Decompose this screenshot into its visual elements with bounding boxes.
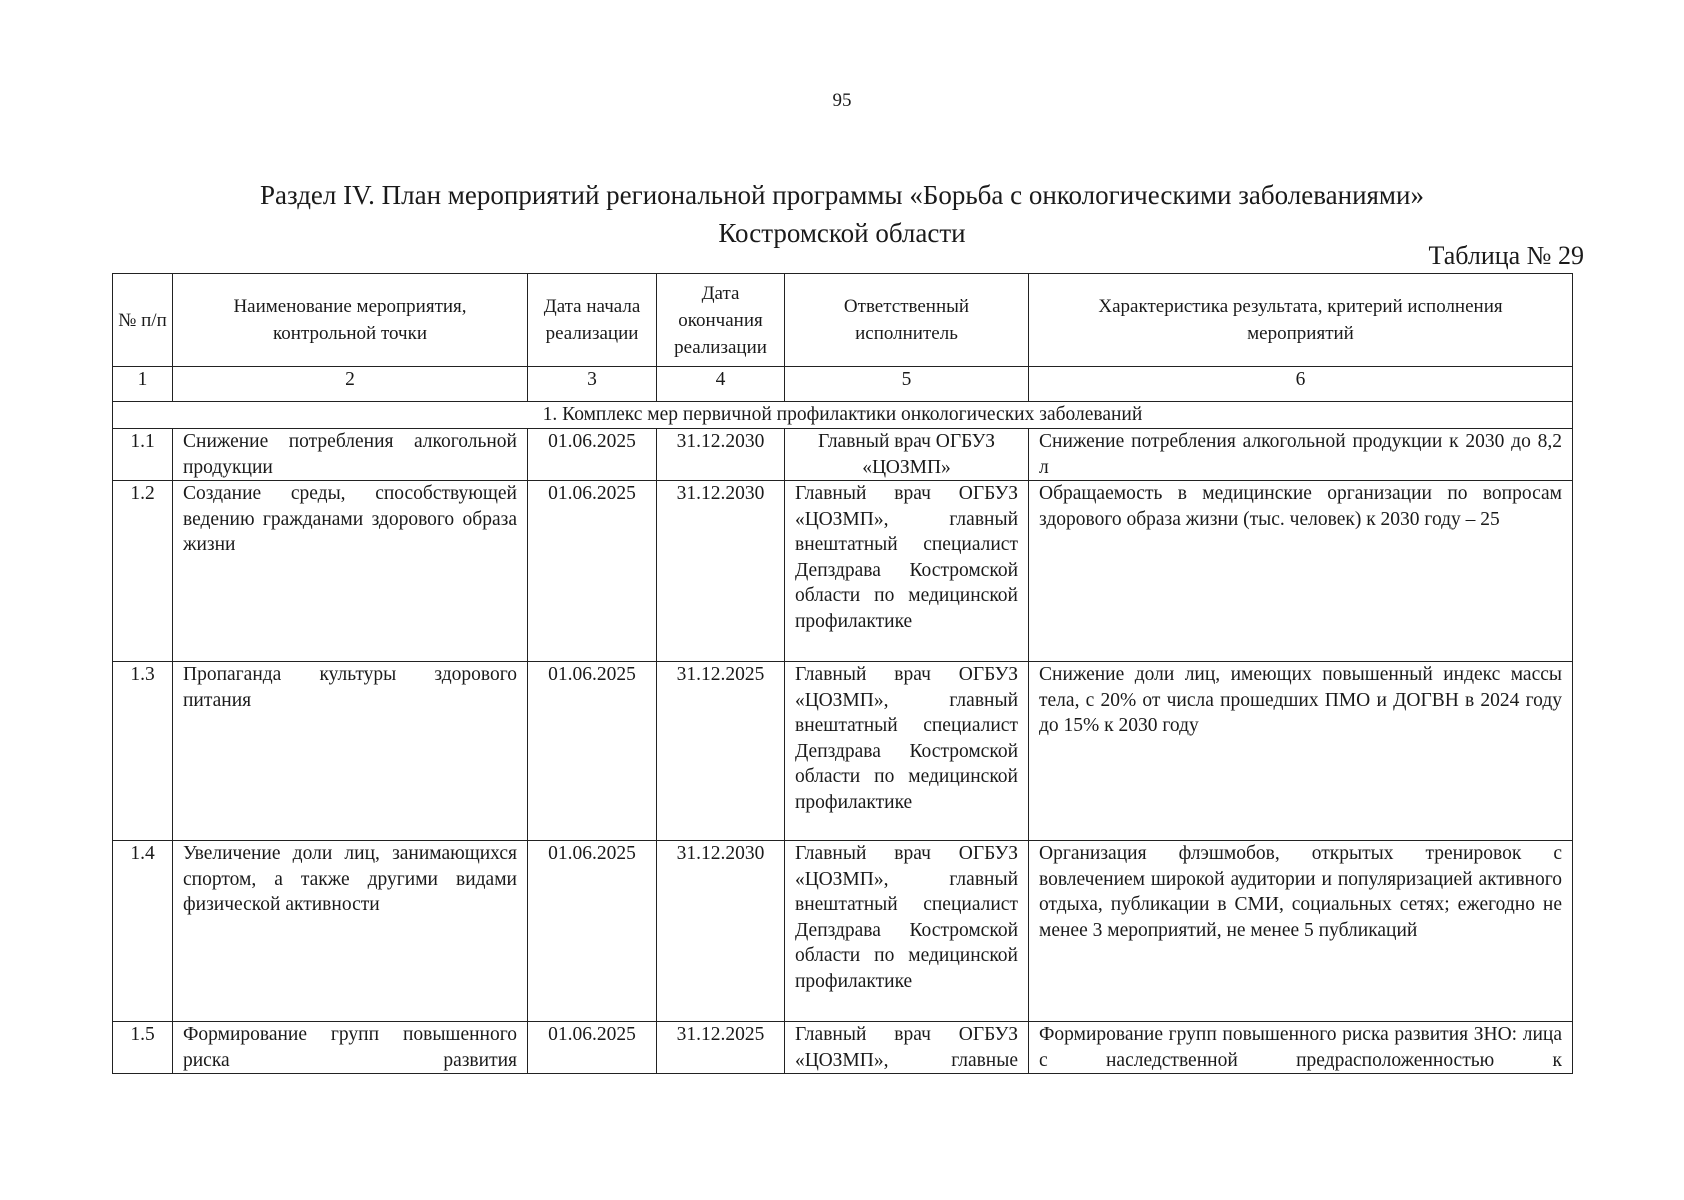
title-line-1: Раздел IV. План мероприятий региональной программы «Борьба с онкологическими заболеваниями» <box>260 180 1424 210</box>
row-end-date: 31.12.2030 <box>657 429 785 481</box>
column-number: 1 <box>113 367 173 402</box>
column-number: 3 <box>528 367 657 402</box>
row-name: Создание среды, способствующей ведению гражданами здорового образа жизни <box>173 481 528 662</box>
row-responsible: Главный врач ОГБУЗ «ЦОЗМП», главный внештатный специалист Депздрава Костромской области по медицинской профилактике <box>785 481 1029 662</box>
header-name: Наименование мероприятия, контрольной точки <box>173 274 528 367</box>
row-num: 1.5 <box>113 1022 173 1074</box>
column-number: 5 <box>785 367 1029 402</box>
title-line-2: Костромской области <box>718 218 966 248</box>
section-row <box>113 402 1573 429</box>
row-end-date: 31.12.2030 <box>657 841 785 1022</box>
column-number: 4 <box>657 367 785 402</box>
table-row <box>113 481 1573 662</box>
row-responsible: Главный врач ОГБУЗ «ЦОЗМП» <box>785 429 1029 481</box>
row-result: Снижение потребления алкогольной продукции к 2030 до 8,2 л <box>1029 429 1573 481</box>
row-name: Снижение потребления алкогольной продукции <box>173 429 528 481</box>
column-numbers-row <box>113 367 1573 402</box>
header-result: Характеристика результата, критерий исполнения мероприятий <box>1029 274 1573 367</box>
row-num: 1.3 <box>113 662 173 841</box>
table-header-row <box>113 274 1573 367</box>
table-row <box>113 1022 1573 1074</box>
row-responsible: Главный врач ОГБУЗ «ЦОЗМП», главный внештатный специалист Депздрава Костромской области по медицинской профилактике <box>785 841 1029 1022</box>
row-num: 1.1 <box>113 429 173 481</box>
row-start-date: 01.06.2025 <box>528 662 657 841</box>
page-number: 95 <box>832 90 852 111</box>
header-start: Дата начала реализации <box>528 274 657 367</box>
section-title: 1. Комплекс мер первичной профилактики онкологических заболеваний <box>113 402 1573 429</box>
row-name: Увеличение доли лиц, занимающихся спортом, а также другими видами физической активности <box>173 841 528 1022</box>
row-end-date: 31.12.2030 <box>657 481 785 662</box>
row-result: Снижение доли лиц, имеющих повышенный индекс массы тела, с 20% от числа прошедших ПМО и ДОГВН в 2024 году до 15% к 2030 году <box>1029 662 1573 841</box>
header-responsible: Ответственный исполнитель <box>785 274 1029 367</box>
table-row <box>113 429 1573 481</box>
row-responsible: Главный врач ОГБУЗ «ЦОЗМП», главные <box>785 1022 1029 1074</box>
column-number: 6 <box>1029 367 1573 402</box>
activities-table <box>112 273 1573 1074</box>
table-row <box>113 662 1573 841</box>
table-row <box>113 841 1573 1022</box>
row-start-date: 01.06.2025 <box>528 841 657 1022</box>
row-name: Формирование групп повышенного риска развития <box>173 1022 528 1074</box>
row-start-date: 01.06.2025 <box>528 1022 657 1074</box>
row-num: 1.4 <box>113 841 173 1022</box>
row-num: 1.2 <box>113 481 173 662</box>
table-number: Таблица № 29 <box>1428 241 1584 270</box>
row-end-date: 31.12.2025 <box>657 662 785 841</box>
row-result: Формирование групп повышенного риска развития ЗНО: лица с наследственной предрасположенностью к <box>1029 1022 1573 1074</box>
header-end: Дата окончания реализации <box>657 274 785 367</box>
row-end-date: 31.12.2025 <box>657 1022 785 1074</box>
row-start-date: 01.06.2025 <box>528 481 657 662</box>
row-responsible: Главный врач ОГБУЗ «ЦОЗМП», главный внештатный специалист Депздрава Костромской области по медицинской профилактике <box>785 662 1029 841</box>
row-start-date: 01.06.2025 <box>528 429 657 481</box>
column-number: 2 <box>173 367 528 402</box>
row-result: Организация флэшмобов, открытых тренировок с вовлечением широкой аудитории и популяризацией активного отдыха, публикации в СМИ, социальных сетях; ежегодно не менее 3 мероприятий, не менее 5 публикаций <box>1029 841 1573 1022</box>
row-result: Обращаемость в медицинские организации по вопросам здорового образа жизни (тыс. человек) к 2030 году – 25 <box>1029 481 1573 662</box>
row-name: Пропаганда культуры здорового питания <box>173 662 528 841</box>
header-num: № п/п <box>113 274 173 367</box>
